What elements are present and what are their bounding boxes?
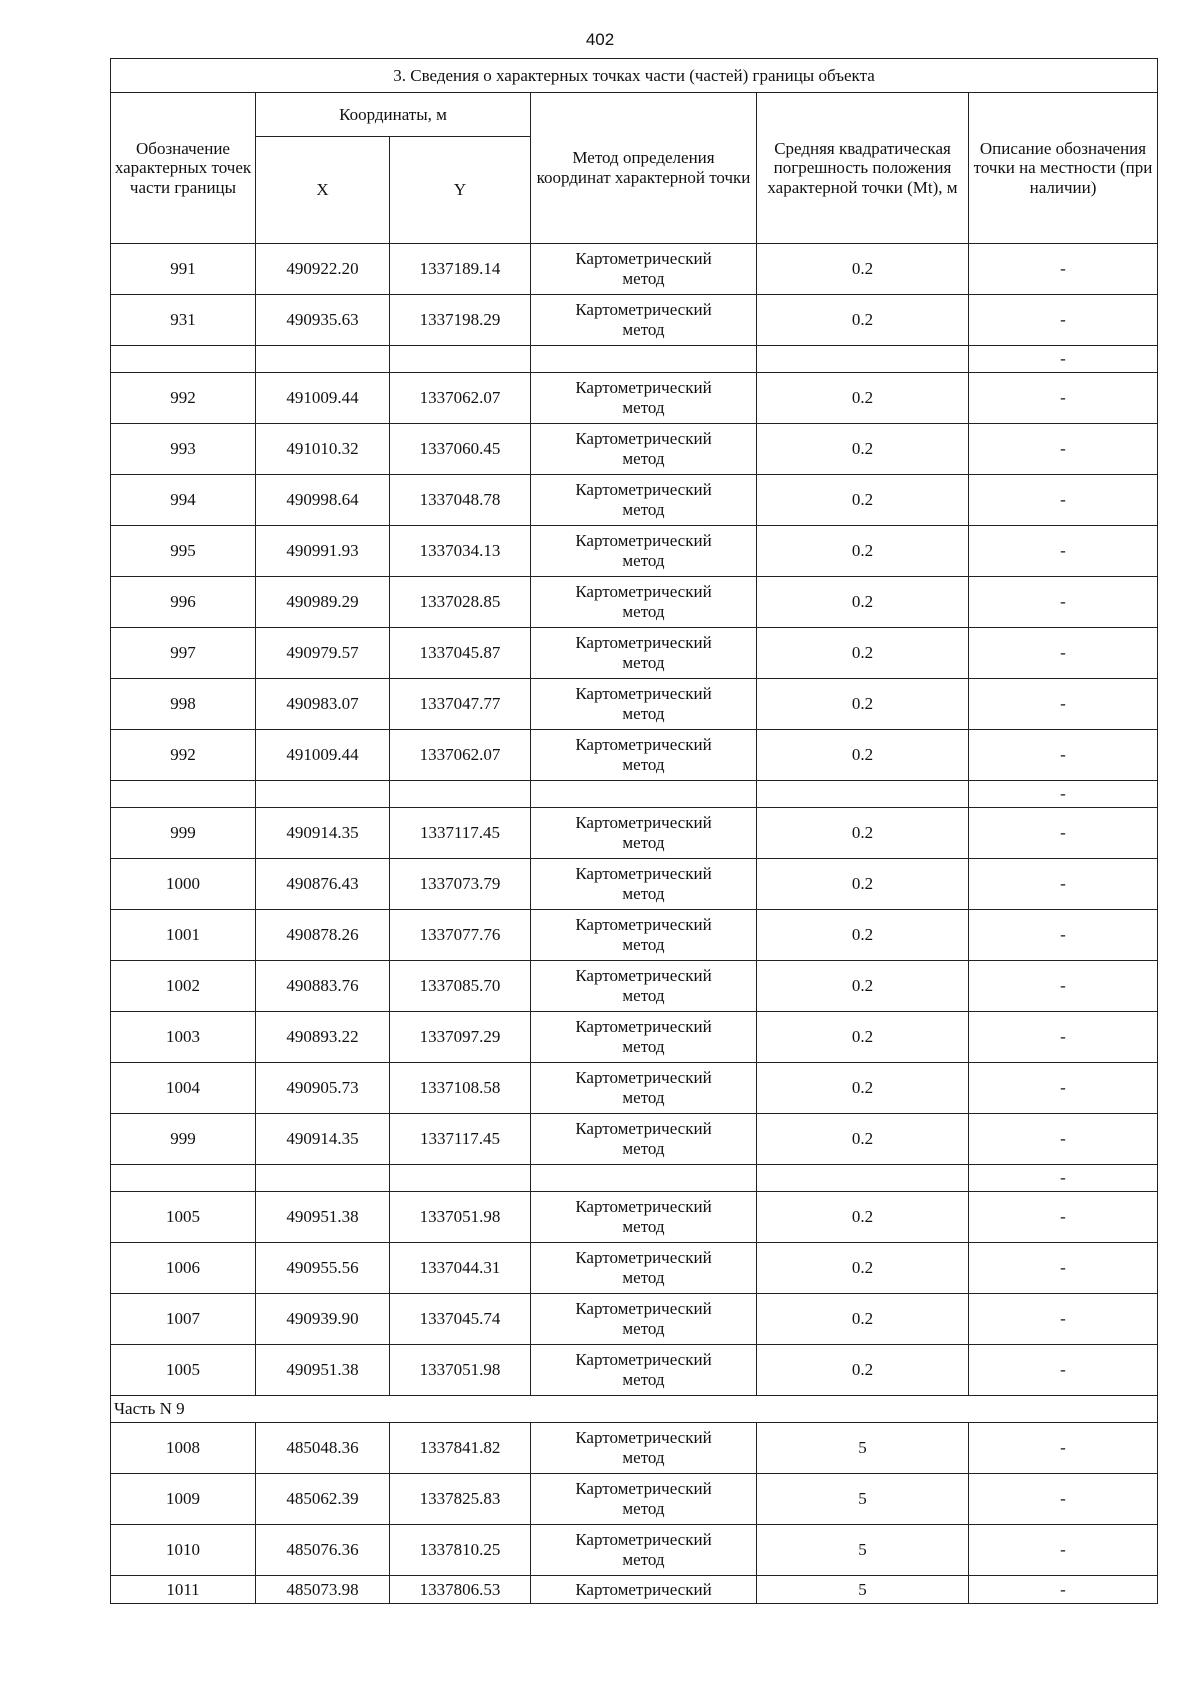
header-coordinates: Координаты, м — [256, 93, 531, 137]
method-line-1: Картометрический — [575, 480, 712, 500]
mean-error-cell: 5 — [757, 1576, 969, 1604]
method-cell — [531, 526, 757, 577]
y-coordinate-cell: 1337117.45 — [390, 808, 531, 859]
method-line-2: метод — [622, 935, 665, 954]
x-coordinate-cell: 490905.73 — [256, 1063, 390, 1114]
empty-cell — [531, 781, 757, 808]
description-cell: - — [969, 244, 1158, 295]
empty-cell — [757, 781, 969, 808]
table-row — [111, 424, 1158, 475]
point-cell: 1011 — [111, 1576, 256, 1604]
point-cell: 1008 — [111, 1423, 256, 1474]
empty-cell — [757, 1165, 969, 1192]
method-cell — [531, 424, 757, 475]
x-coordinate-cell: 490939.90 — [256, 1294, 390, 1345]
mean-error-cell: 5 — [757, 1525, 969, 1576]
point-cell: 1001 — [111, 910, 256, 961]
table-row — [111, 526, 1158, 577]
point-cell: 999 — [111, 1114, 256, 1165]
description-cell: - — [969, 424, 1158, 475]
table-body — [111, 244, 1158, 1604]
x-coordinate-cell: 490914.35 — [256, 1114, 390, 1165]
separator-row — [111, 346, 1158, 373]
x-coordinate-cell: 485048.36 — [256, 1423, 390, 1474]
description-cell: - — [969, 1576, 1158, 1604]
method-cell — [531, 808, 757, 859]
point-cell: 991 — [111, 244, 256, 295]
x-coordinate-cell: 490883.76 — [256, 961, 390, 1012]
method-cell — [531, 1063, 757, 1114]
y-coordinate-cell: 1337028.85 — [390, 577, 531, 628]
mean-error-cell: 0.2 — [757, 475, 969, 526]
y-coordinate-cell: 1337060.45 — [390, 424, 531, 475]
y-coordinate-cell: 1337045.87 — [390, 628, 531, 679]
description-cell: - — [969, 1294, 1158, 1345]
x-coordinate-cell: 490979.57 — [256, 628, 390, 679]
mean-error-cell: 0.2 — [757, 1243, 969, 1294]
method-line-2: метод — [622, 1217, 665, 1236]
mean-error-cell: 0.2 — [757, 577, 969, 628]
description-cell: - — [969, 1345, 1158, 1396]
mean-error-cell: 0.2 — [757, 910, 969, 961]
header-x: X — [256, 137, 390, 244]
method-line-2: метод — [622, 1499, 665, 1518]
y-coordinate-cell: 1337825.83 — [390, 1474, 531, 1525]
point-cell: 1007 — [111, 1294, 256, 1345]
x-coordinate-cell: 490991.93 — [256, 526, 390, 577]
method-cell — [531, 1474, 757, 1525]
method-line-2: метод — [622, 269, 665, 288]
method-line-2: метод — [622, 602, 665, 621]
method-cell — [531, 1525, 757, 1576]
method-cell — [531, 1114, 757, 1165]
mean-error-cell: 0.2 — [757, 1063, 969, 1114]
header-point-designation: Обозначение характерных точек части границы — [111, 93, 256, 244]
mean-error-cell: 0.2 — [757, 295, 969, 346]
method-cell — [531, 679, 757, 730]
description-cell: - — [969, 295, 1158, 346]
header-description: Описание обозначения точки на местности (при наличии) — [969, 93, 1158, 244]
table-row — [111, 1243, 1158, 1294]
mean-error-cell: 0.2 — [757, 1012, 969, 1063]
x-coordinate-cell: 485073.98 — [256, 1576, 390, 1604]
method-line-1: Картометрический — [575, 633, 712, 653]
mean-error-cell: 0.2 — [757, 244, 969, 295]
empty-cell — [757, 346, 969, 373]
description-cell: - — [969, 1423, 1158, 1474]
method-line-1: Картометрический — [575, 1017, 712, 1037]
description-cell: - — [969, 1192, 1158, 1243]
method-line-2: метод — [622, 884, 665, 903]
table-row — [111, 1012, 1158, 1063]
method-line-1: Картометрический — [575, 1579, 712, 1599]
y-coordinate-cell: 1337062.07 — [390, 730, 531, 781]
mean-error-cell: 0.2 — [757, 679, 969, 730]
table-row — [111, 910, 1158, 961]
point-cell: 1009 — [111, 1474, 256, 1525]
table-row — [111, 1474, 1158, 1525]
y-coordinate-cell: 1337841.82 — [390, 1423, 531, 1474]
description-cell: - — [969, 1114, 1158, 1165]
method-line-1: Картометрический — [575, 1068, 712, 1088]
y-coordinate-cell: 1337189.14 — [390, 244, 531, 295]
empty-cell — [256, 1165, 390, 1192]
part-label: Часть N 9 — [111, 1396, 1158, 1423]
method-cell — [531, 1294, 757, 1345]
point-cell: 999 — [111, 808, 256, 859]
y-coordinate-cell: 1337810.25 — [390, 1525, 531, 1576]
x-coordinate-cell: 490878.26 — [256, 910, 390, 961]
separator-row — [111, 1165, 1158, 1192]
y-coordinate-cell: 1337051.98 — [390, 1192, 531, 1243]
method-line-1: Картометрический — [575, 1248, 712, 1268]
y-coordinate-cell: 1337073.79 — [390, 859, 531, 910]
empty-cell — [111, 346, 256, 373]
empty-cell — [256, 346, 390, 373]
x-coordinate-cell: 490951.38 — [256, 1192, 390, 1243]
method-line-2: метод — [622, 500, 665, 519]
point-cell: 993 — [111, 424, 256, 475]
mean-error-cell: 0.2 — [757, 373, 969, 424]
mean-error-cell: 0.2 — [757, 961, 969, 1012]
description-cell: - — [969, 373, 1158, 424]
method-line-2: метод — [622, 551, 665, 570]
description-cell: - — [969, 1063, 1158, 1114]
part-heading-row — [111, 1396, 1158, 1423]
method-cell — [531, 1243, 757, 1294]
table-row — [111, 295, 1158, 346]
method-line-2: метод — [622, 755, 665, 774]
description-cell: - — [969, 961, 1158, 1012]
x-coordinate-cell: 491009.44 — [256, 730, 390, 781]
point-cell: 931 — [111, 295, 256, 346]
y-coordinate-cell: 1337085.70 — [390, 961, 531, 1012]
mean-error-cell: 0.2 — [757, 859, 969, 910]
method-line-1: Картометрический — [575, 1428, 712, 1448]
point-cell: 1010 — [111, 1525, 256, 1576]
table-row — [111, 1294, 1158, 1345]
point-cell: 997 — [111, 628, 256, 679]
mean-error-cell: 0.2 — [757, 424, 969, 475]
method-cell — [531, 475, 757, 526]
point-cell: 1005 — [111, 1192, 256, 1243]
x-coordinate-cell: 490922.20 — [256, 244, 390, 295]
x-coordinate-cell: 491009.44 — [256, 373, 390, 424]
empty-cell — [390, 781, 531, 808]
point-cell: 992 — [111, 730, 256, 781]
method-line-2: метод — [622, 398, 665, 417]
y-coordinate-cell: 1337077.76 — [390, 910, 531, 961]
description-cell: - — [969, 730, 1158, 781]
method-line-1: Картометрический — [575, 1350, 712, 1370]
method-line-1: Картометрический — [575, 813, 712, 833]
point-cell: 1006 — [111, 1243, 256, 1294]
method-line-1: Картометрический — [575, 582, 712, 602]
method-line-2: метод — [622, 320, 665, 339]
x-coordinate-cell: 491010.32 — [256, 424, 390, 475]
y-coordinate-cell: 1337044.31 — [390, 1243, 531, 1294]
table-row — [111, 244, 1158, 295]
table-row — [111, 1423, 1158, 1474]
page-number: 402 — [585, 30, 615, 49]
table-row — [111, 1063, 1158, 1114]
mean-error-cell: 0.2 — [757, 1294, 969, 1345]
separator-row — [111, 781, 1158, 808]
mean-error-cell: 0.2 — [757, 730, 969, 781]
method-cell — [531, 373, 757, 424]
method-cell — [531, 730, 757, 781]
x-coordinate-cell: 490955.56 — [256, 1243, 390, 1294]
x-coordinate-cell: 490951.38 — [256, 1345, 390, 1396]
x-coordinate-cell: 485062.39 — [256, 1474, 390, 1525]
x-coordinate-cell: 490998.64 — [256, 475, 390, 526]
method-line-1: Картометрический — [575, 735, 712, 755]
description-cell: - — [969, 1165, 1158, 1192]
method-line-2: метод — [622, 1037, 665, 1056]
mean-error-cell: 5 — [757, 1423, 969, 1474]
description-cell: - — [969, 577, 1158, 628]
table-row — [111, 961, 1158, 1012]
method-line-2: метод — [622, 833, 665, 852]
point-cell: 998 — [111, 679, 256, 730]
empty-cell — [390, 1165, 531, 1192]
method-line-2: метод — [622, 1268, 665, 1287]
method-cell — [531, 859, 757, 910]
mean-error-cell: 0.2 — [757, 1114, 969, 1165]
method-cell — [531, 295, 757, 346]
y-coordinate-cell: 1337062.07 — [390, 373, 531, 424]
mean-error-cell: 5 — [757, 1474, 969, 1525]
table-row — [111, 373, 1158, 424]
point-cell: 1005 — [111, 1345, 256, 1396]
method-cell — [531, 1423, 757, 1474]
header-y: Y — [390, 137, 531, 244]
description-cell: - — [969, 526, 1158, 577]
point-cell: 992 — [111, 373, 256, 424]
method-line-2: метод — [622, 1550, 665, 1569]
description-cell: - — [969, 1474, 1158, 1525]
table-row — [111, 1192, 1158, 1243]
method-line-1: Картометрический — [575, 1479, 712, 1499]
table-row — [111, 859, 1158, 910]
method-line-1: Картометрический — [575, 684, 712, 704]
method-line-2: метод — [622, 1088, 665, 1107]
method-line-1: Картометрический — [575, 300, 712, 320]
description-cell: - — [969, 1012, 1158, 1063]
table-row — [111, 808, 1158, 859]
table-row — [111, 1114, 1158, 1165]
x-coordinate-cell: 490893.22 — [256, 1012, 390, 1063]
method-cell — [531, 1576, 757, 1604]
description-cell: - — [969, 346, 1158, 373]
y-coordinate-cell: 1337108.58 — [390, 1063, 531, 1114]
description-cell: - — [969, 859, 1158, 910]
method-line-2: метод — [622, 449, 665, 468]
description-cell: - — [969, 679, 1158, 730]
method-line-1: Картометрический — [575, 378, 712, 398]
method-line-1: Картометрический — [575, 1530, 712, 1550]
description-cell: - — [969, 475, 1158, 526]
table-row — [111, 679, 1158, 730]
y-coordinate-cell: 1337097.29 — [390, 1012, 531, 1063]
table-row — [111, 1345, 1158, 1396]
mean-error-cell: 0.2 — [757, 1345, 969, 1396]
empty-cell — [256, 781, 390, 808]
mean-error-cell: 0.2 — [757, 1192, 969, 1243]
mean-error-cell: 0.2 — [757, 808, 969, 859]
description-cell: - — [969, 1525, 1158, 1576]
y-coordinate-cell: 1337047.77 — [390, 679, 531, 730]
point-cell: 996 — [111, 577, 256, 628]
empty-cell — [111, 1165, 256, 1192]
y-coordinate-cell: 1337198.29 — [390, 295, 531, 346]
method-cell — [531, 910, 757, 961]
method-cell — [531, 1345, 757, 1396]
x-coordinate-cell: 490983.07 — [256, 679, 390, 730]
method-line-1: Картометрический — [575, 915, 712, 935]
point-cell: 1002 — [111, 961, 256, 1012]
x-coordinate-cell: 490876.43 — [256, 859, 390, 910]
method-cell — [531, 577, 757, 628]
method-line-2: метод — [622, 1448, 665, 1467]
header-method: Метод определения координат характерной точки — [531, 93, 757, 244]
method-line-2: метод — [622, 704, 665, 723]
point-cell: 995 — [111, 526, 256, 577]
point-cell: 1003 — [111, 1012, 256, 1063]
empty-cell — [111, 781, 256, 808]
method-line-2: метод — [622, 1139, 665, 1158]
mean-error-cell: 0.2 — [757, 526, 969, 577]
description-cell: - — [969, 1243, 1158, 1294]
method-line-1: Картометрический — [575, 1119, 712, 1139]
method-line-1: Картометрический — [575, 531, 712, 551]
y-coordinate-cell: 1337117.45 — [390, 1114, 531, 1165]
table-row — [111, 730, 1158, 781]
method-line-1: Картометрический — [575, 966, 712, 986]
method-line-2: метод — [622, 1319, 665, 1338]
table-row — [111, 628, 1158, 679]
header-mean-error: Средняя квадратическая погрешность положения характерной точки (Mt), м — [757, 93, 969, 244]
description-cell: - — [969, 910, 1158, 961]
point-cell: 1004 — [111, 1063, 256, 1114]
method-line-1: Картометрический — [575, 1197, 712, 1217]
method-line-2: метод — [622, 1370, 665, 1389]
method-cell — [531, 961, 757, 1012]
x-coordinate-cell: 490989.29 — [256, 577, 390, 628]
table-row — [111, 1576, 1158, 1604]
method-line-2: метод — [622, 653, 665, 672]
description-cell: - — [969, 781, 1158, 808]
table-row — [111, 1525, 1158, 1576]
table-row — [111, 475, 1158, 526]
method-line-1: Картометрический — [575, 429, 712, 449]
y-coordinate-cell: 1337806.53 — [390, 1576, 531, 1604]
boundary-points-table — [110, 58, 1158, 1604]
empty-cell — [531, 346, 757, 373]
method-cell — [531, 244, 757, 295]
method-line-1: Картометрический — [575, 249, 712, 269]
method-cell — [531, 628, 757, 679]
description-cell: - — [969, 628, 1158, 679]
y-coordinate-cell: 1337051.98 — [390, 1345, 531, 1396]
y-coordinate-cell: 1337045.74 — [390, 1294, 531, 1345]
empty-cell — [390, 346, 531, 373]
point-cell: 1000 — [111, 859, 256, 910]
table-row — [111, 577, 1158, 628]
x-coordinate-cell: 490935.63 — [256, 295, 390, 346]
method-line-1: Картометрический — [575, 864, 712, 884]
y-coordinate-cell: 1337034.13 — [390, 526, 531, 577]
method-cell — [531, 1012, 757, 1063]
method-line-2: метод — [622, 986, 665, 1005]
empty-cell — [531, 1165, 757, 1192]
mean-error-cell: 0.2 — [757, 628, 969, 679]
x-coordinate-cell: 490914.35 — [256, 808, 390, 859]
method-line-1: Картометрический — [575, 1299, 712, 1319]
point-cell: 994 — [111, 475, 256, 526]
x-coordinate-cell: 485076.36 — [256, 1525, 390, 1576]
table-title: 3. Сведения о характерных точках части (частей) границы объекта — [111, 59, 1158, 93]
y-coordinate-cell: 1337048.78 — [390, 475, 531, 526]
description-cell: - — [969, 808, 1158, 859]
method-cell — [531, 1192, 757, 1243]
